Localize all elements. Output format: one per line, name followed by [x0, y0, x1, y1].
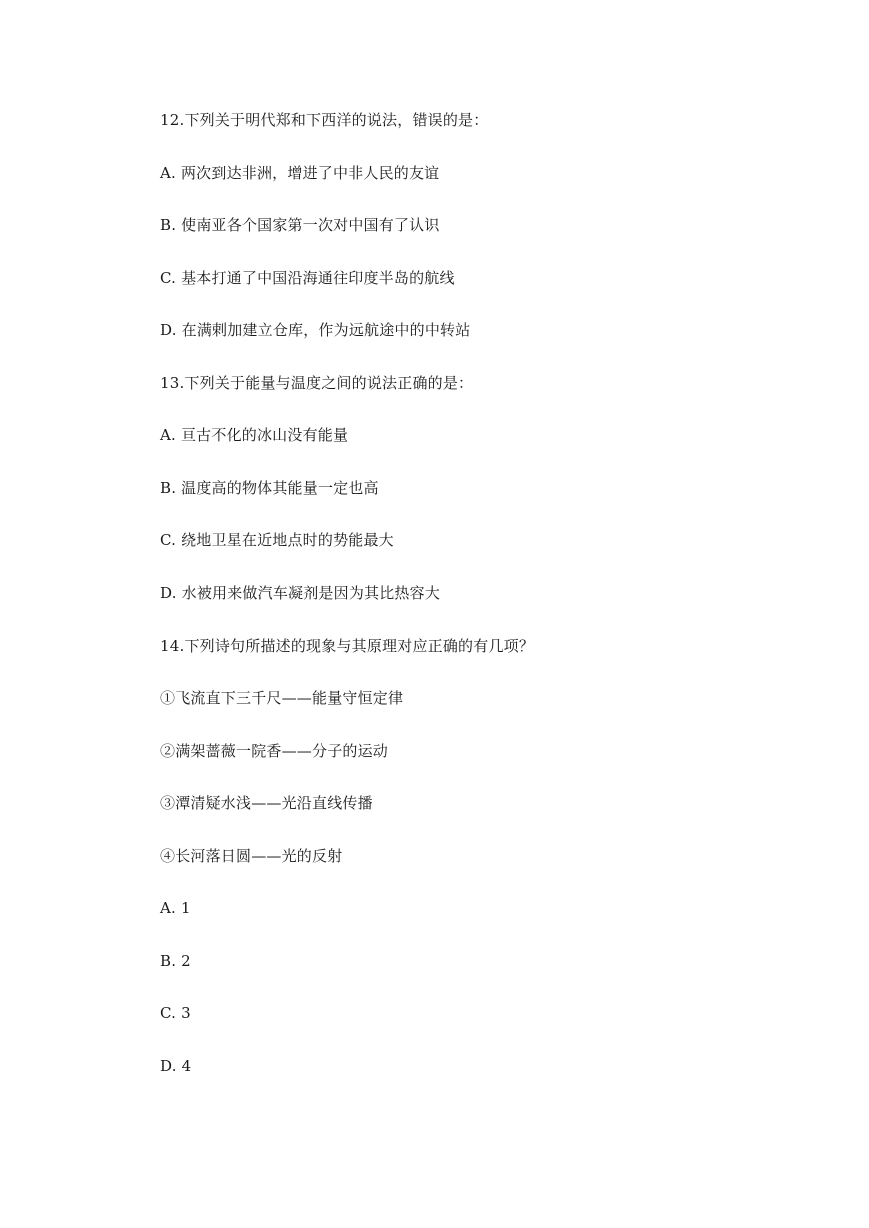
question-12-stem: 12.下列关于明代郑和下西洋的说法，错误的是：	[160, 111, 489, 129]
question-14-statement-4: ④长河落日圆——光的反射	[160, 847, 343, 865]
question-12-option-d: D. 在满剌加建立仓库，作为远航途中的中转站	[160, 321, 471, 339]
question-14-option-a: A. 1	[160, 899, 191, 917]
question-14-statement-2: ②满架蔷薇一院香——分子的运动	[160, 742, 389, 760]
question-12-option-c: C. 基本打通了中国沿海通往印度半岛的航线	[160, 269, 455, 287]
question-14-option-b: B. 2	[160, 952, 191, 970]
question-14-option-c: C. 3	[160, 1004, 191, 1022]
question-14-option-d: D. 4	[160, 1057, 192, 1075]
question-14-statement-1: ①飞流直下三千尺——能量守恒定律	[160, 689, 404, 707]
question-13-option-c: C. 绕地卫星在近地点时的势能最大	[160, 531, 394, 549]
question-13-option-b: B. 温度高的物体其能量一定也高	[160, 479, 379, 497]
question-12-option-a: A. 两次到达非洲，增进了中非人民的友谊	[160, 164, 440, 182]
question-14-stem: 14.下列诗句所描述的现象与其原理对应正确的有几项？	[160, 637, 535, 655]
question-14-statement-3: ③潭清疑水浅——光沿直线传播	[160, 794, 373, 812]
question-13-stem: 13.下列关于能量与温度之间的说法正确的是：	[160, 374, 474, 392]
question-12-option-b: B. 使南亚各个国家第一次对中国有了认识	[160, 216, 440, 234]
question-13-option-a: A. 亘古不化的冰山没有能量	[160, 426, 349, 444]
question-13-option-d: D. 水被用来做汽车凝剂是因为其比热容大	[160, 584, 441, 602]
